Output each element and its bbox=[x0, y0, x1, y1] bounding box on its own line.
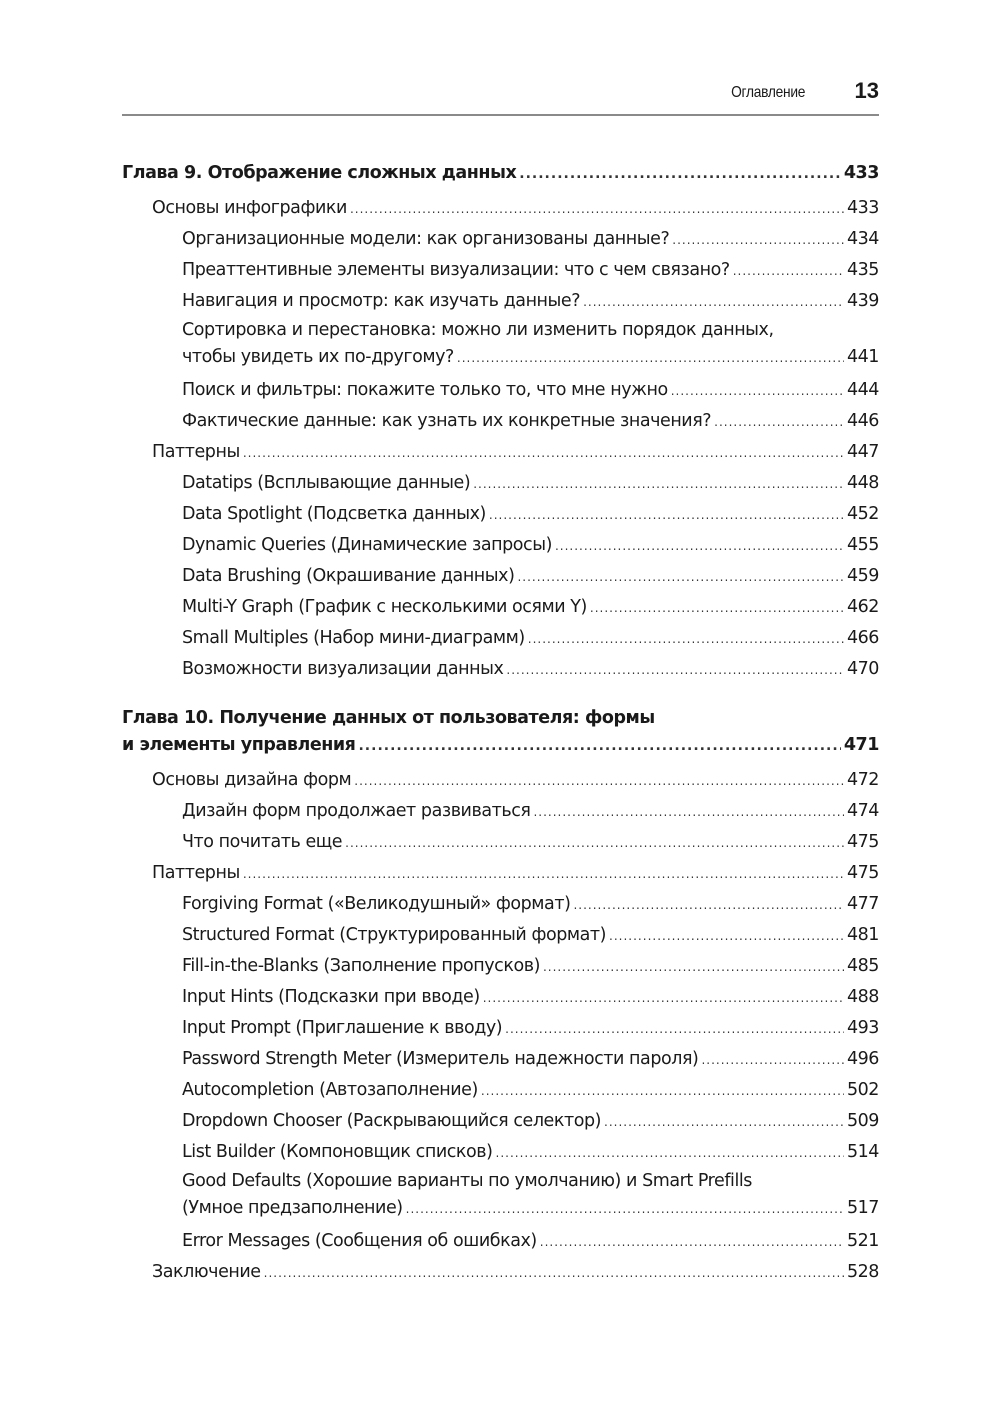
dot-leader bbox=[481, 1075, 844, 1107]
running-header bbox=[122, 76, 879, 116]
toc-entry-title: Datatips (Всплывающие данные) bbox=[182, 473, 471, 493]
toc-entry-page: 485 bbox=[846, 956, 879, 976]
dot-leader bbox=[555, 530, 844, 562]
toc-entry-page: 475 bbox=[846, 863, 879, 883]
dot-leader bbox=[483, 982, 844, 1014]
toc-entry-title: Password Strength Meter (Измеритель надежности пароля) bbox=[182, 1049, 699, 1069]
toc-entry-page: 462 bbox=[846, 597, 879, 617]
toc-entry[interactable] bbox=[122, 796, 879, 827]
toc-entry[interactable] bbox=[122, 193, 879, 224]
toc-chapter bbox=[122, 160, 879, 685]
toc-entry-page: 477 bbox=[846, 894, 879, 914]
toc-entry[interactable] bbox=[122, 1013, 879, 1044]
toc-entry-page: 466 bbox=[846, 628, 879, 648]
toc-entry-first-line: Good Defaults (Хорошие варианты по умолчанию) и Smart Prefills bbox=[182, 1171, 752, 1191]
toc-entry-page: 441 bbox=[846, 347, 879, 367]
toc-entry-first-line: Сортировка и перестановка: можно ли изменить порядок данных, bbox=[182, 320, 774, 340]
toc-entry-page: 447 bbox=[846, 442, 879, 462]
toc-entry-page: 517 bbox=[846, 1198, 879, 1218]
toc-entry-page: 493 bbox=[846, 1018, 879, 1038]
toc-entry-page: 509 bbox=[846, 1111, 879, 1131]
toc-chapter bbox=[122, 705, 879, 1288]
dot-leader bbox=[671, 375, 844, 407]
toc-entry[interactable] bbox=[122, 858, 879, 889]
toc-entry[interactable] bbox=[122, 982, 879, 1013]
toc-entry[interactable] bbox=[122, 468, 879, 499]
dot-leader bbox=[604, 1106, 844, 1138]
toc-entry[interactable] bbox=[122, 889, 879, 920]
dot-leader bbox=[583, 286, 844, 318]
toc-entry-page: 455 bbox=[846, 535, 879, 555]
toc-entry[interactable] bbox=[122, 255, 879, 286]
toc-entry-title: Autocompletion (Автозаполнение) bbox=[182, 1080, 478, 1100]
dot-leader bbox=[573, 889, 843, 921]
dot-leader bbox=[533, 796, 843, 828]
toc-entry-title: (Умное предзаполнение) bbox=[182, 1198, 403, 1218]
toc-entry-title: Multi-Y Graph (График с несколькими осями Y) bbox=[182, 597, 587, 617]
dot-leader bbox=[264, 1257, 844, 1289]
toc-entry-title: Error Messages (Сообщения об ошибках) bbox=[182, 1231, 537, 1251]
dot-leader bbox=[701, 1044, 844, 1076]
toc-entry[interactable] bbox=[122, 1257, 879, 1288]
toc-entry-page: 474 bbox=[846, 801, 879, 821]
toc-entry-title: Фактические данные: как узнать их конкретные значения? bbox=[182, 411, 712, 431]
toc-entry[interactable] bbox=[122, 1106, 879, 1137]
toc-entry-page: 481 bbox=[846, 925, 879, 945]
toc-entry-title: Small Multiples (Набор мини-диаграмм) bbox=[182, 628, 525, 648]
toc-entry[interactable] bbox=[122, 344, 879, 371]
toc-entry-page: 472 bbox=[846, 770, 879, 790]
toc-entry-page: 439 bbox=[846, 291, 879, 311]
toc-entry[interactable] bbox=[122, 224, 879, 255]
toc-entry-title: Поиск и фильтры: покажите только то, что мне нужно bbox=[182, 380, 668, 400]
dot-leader bbox=[243, 437, 844, 469]
toc-entry-page: 514 bbox=[846, 1142, 879, 1162]
toc-entry-page: 444 bbox=[846, 380, 879, 400]
dot-leader bbox=[714, 406, 844, 438]
toc-entry[interactable] bbox=[122, 592, 879, 623]
dot-leader bbox=[543, 951, 844, 983]
dot-leader bbox=[590, 592, 844, 624]
toc-entry-page: 475 bbox=[846, 832, 879, 852]
dot-leader bbox=[354, 765, 844, 797]
toc-entry[interactable] bbox=[122, 951, 879, 982]
table-of-contents bbox=[122, 160, 879, 1308]
dot-leader bbox=[733, 255, 844, 287]
dot-leader bbox=[496, 1137, 844, 1169]
dot-leader bbox=[243, 858, 844, 890]
dot-leader bbox=[489, 499, 844, 531]
chapter-title-first-line: Глава 10. Получение данных от пользователя: формы bbox=[122, 708, 655, 728]
dot-leader bbox=[457, 344, 844, 372]
toc-entry-title: Дизайн форм продолжает развиваться bbox=[182, 801, 531, 821]
dot-leader bbox=[519, 160, 841, 188]
chapter-heading-row[interactable] bbox=[122, 732, 879, 759]
toc-entry-title: Возможности визуализации данных bbox=[182, 659, 504, 679]
toc-entry-title: Data Brushing (Окрашивание данных) bbox=[182, 566, 515, 586]
chapter-heading-row[interactable] bbox=[122, 160, 879, 187]
toc-entry-title: Input Hints (Подсказки при вводе) bbox=[182, 987, 480, 1007]
toc-entry[interactable] bbox=[122, 1044, 879, 1075]
toc-entry-page: 521 bbox=[846, 1231, 879, 1251]
toc-entry-page: 502 bbox=[846, 1080, 879, 1100]
toc-entry-title: Structured Format (Структурированный формат) bbox=[182, 925, 607, 945]
toc-entry-title: Data Spotlight (Подсветка данных) bbox=[182, 504, 486, 524]
toc-entry[interactable] bbox=[122, 499, 879, 530]
toc-entry-title: Dynamic Queries (Динамические запросы) bbox=[182, 535, 552, 555]
toc-entry-title: Forgiving Format («Великодушный» формат) bbox=[182, 894, 571, 914]
toc-entry-title: Input Prompt (Приглашение к вводу) bbox=[182, 1018, 503, 1038]
toc-entry-page: 470 bbox=[846, 659, 879, 679]
dot-leader bbox=[528, 623, 844, 655]
page-number: 13 bbox=[854, 78, 879, 103]
toc-entry-title: Паттерны bbox=[152, 442, 240, 462]
dot-leader bbox=[517, 561, 843, 593]
dot-leader bbox=[406, 1195, 844, 1223]
running-header-section: Оглавление bbox=[730, 84, 805, 101]
toc-entry-page: 433 bbox=[846, 198, 879, 218]
toc-entry-title: Преаттентивные элементы визуализации: что с чем связано? bbox=[182, 260, 730, 280]
toc-entry-title: Заключение bbox=[152, 1262, 261, 1282]
dot-leader bbox=[345, 827, 844, 859]
toc-entry[interactable] bbox=[122, 765, 879, 796]
toc-entry-page: 459 bbox=[846, 566, 879, 586]
toc-entry-page: 448 bbox=[846, 473, 879, 493]
toc-entry-title: чтобы увидеть их по-другому? bbox=[182, 347, 454, 367]
chapter-page: 433 bbox=[843, 163, 879, 183]
dot-leader bbox=[506, 654, 844, 686]
toc-entry-page: 435 bbox=[846, 260, 879, 280]
toc-entry-title: Организационные модели: как организованы данные? bbox=[182, 229, 670, 249]
dot-leader bbox=[505, 1013, 844, 1045]
toc-entry-title: Навигация и просмотр: как изучать данные? bbox=[182, 291, 581, 311]
toc-entry-title: Fill-in-the-Blanks (Заполнение пропусков) bbox=[182, 956, 540, 976]
dot-leader bbox=[540, 1226, 844, 1258]
toc-entry[interactable] bbox=[122, 406, 879, 437]
toc-entry-page: 446 bbox=[846, 411, 879, 431]
toc-entry-title: Паттерны bbox=[152, 863, 240, 883]
toc-entry[interactable] bbox=[122, 654, 879, 685]
dot-leader bbox=[672, 224, 844, 256]
toc-entry-title: Основы инфографики bbox=[152, 198, 347, 218]
toc-entry[interactable] bbox=[122, 530, 879, 561]
toc-entry-page: 496 bbox=[846, 1049, 879, 1069]
dot-leader bbox=[358, 732, 840, 760]
chapter-title: и элементы управления bbox=[122, 735, 356, 755]
dot-leader bbox=[609, 920, 844, 952]
toc-entry[interactable] bbox=[122, 1226, 879, 1257]
toc-entry-title: List Builder (Компоновщик списков) bbox=[182, 1142, 493, 1162]
toc-entry[interactable] bbox=[122, 1195, 879, 1222]
toc-entry-title: Dropdown Chooser (Раскрывающийся селектор) bbox=[182, 1111, 602, 1131]
toc-entry-title: Что почитать еще bbox=[182, 832, 343, 852]
toc-entry-page: 488 bbox=[846, 987, 879, 1007]
dot-leader bbox=[350, 193, 844, 225]
toc-entry-title: Основы дизайна форм bbox=[152, 770, 352, 790]
chapter-page: 471 bbox=[843, 735, 879, 755]
toc-entry[interactable] bbox=[122, 920, 879, 951]
dot-leader bbox=[473, 468, 844, 500]
toc-entry[interactable] bbox=[122, 1075, 879, 1106]
toc-entry[interactable] bbox=[122, 623, 879, 654]
toc-entry[interactable] bbox=[122, 561, 879, 592]
chapter-title: Глава 9. Отображение сложных данных bbox=[122, 163, 517, 183]
toc-entry[interactable] bbox=[122, 1137, 879, 1168]
toc-entry[interactable] bbox=[122, 827, 879, 858]
toc-entry[interactable] bbox=[122, 437, 879, 468]
toc-entry[interactable] bbox=[122, 286, 879, 317]
toc-entry-page: 434 bbox=[846, 229, 879, 249]
toc-entry-page: 452 bbox=[846, 504, 879, 524]
toc-entry[interactable] bbox=[122, 375, 879, 406]
toc-entry-page: 528 bbox=[846, 1262, 879, 1282]
